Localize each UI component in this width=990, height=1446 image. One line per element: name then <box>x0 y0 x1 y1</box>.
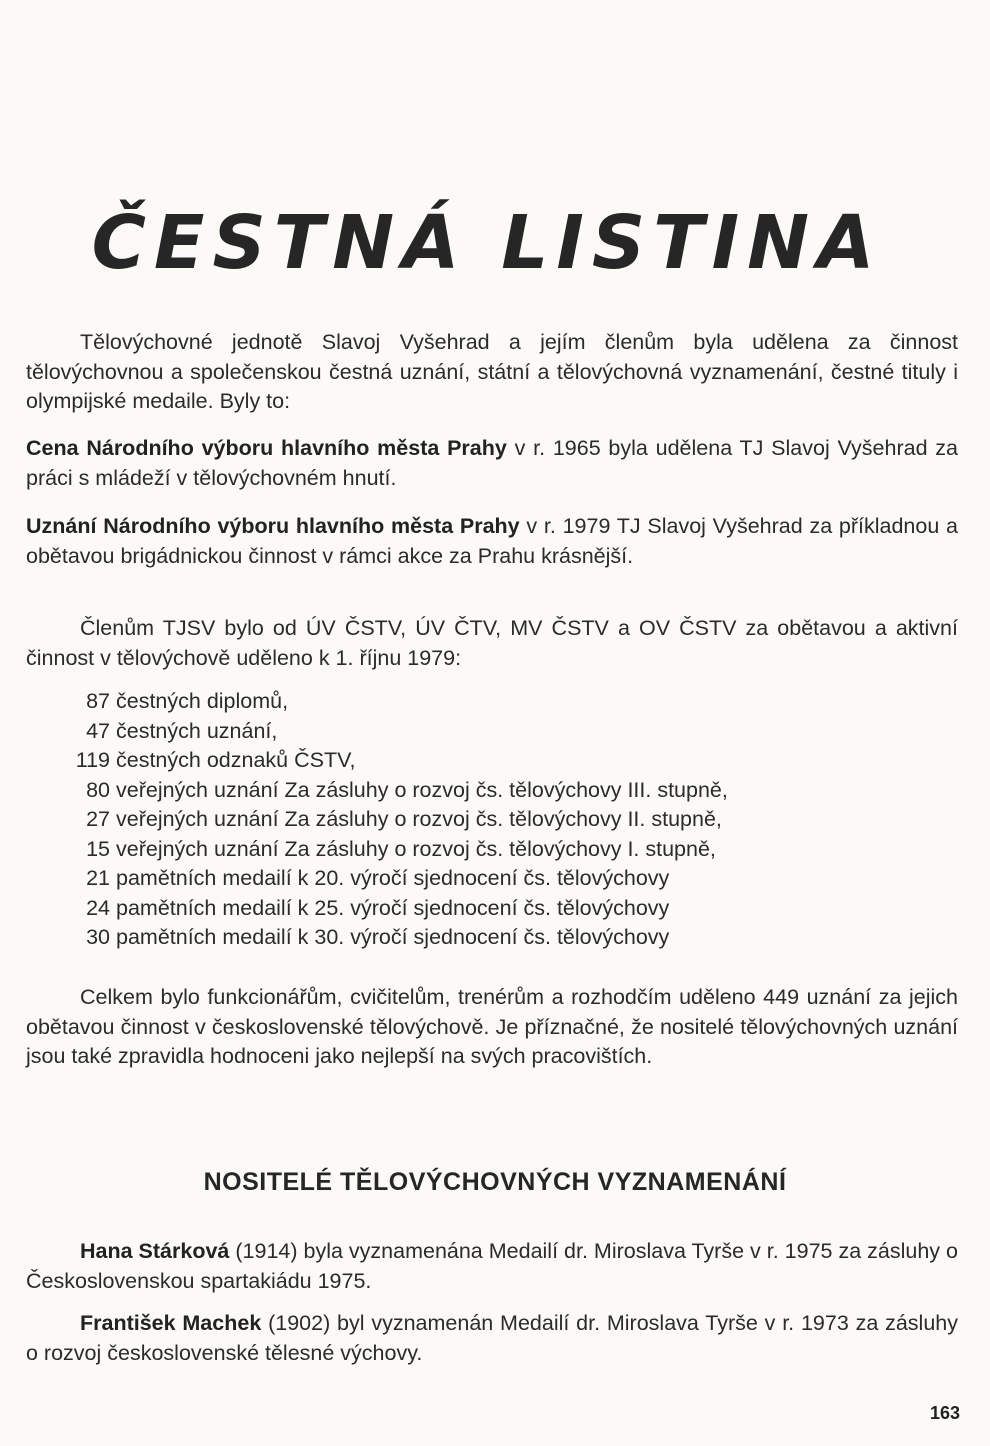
award-name-2: Uznání Národního výboru hlavního města Prahy <box>26 514 520 538</box>
list-item-text: veřejných uznání Za zásluhy o rozvoj čs. tělovýchovy II. stupně, <box>116 807 722 831</box>
members-intro-paragraph: Členům TJSV bylo od ÚV ČSTV, ÚV ČTV, MV ČSTV a OV ČSTV za obětavou a aktivní činnost v tělovýchově uděleno k 1. říjnu 1979: <box>26 616 958 670</box>
list-item-text: pamětních medailí k 25. výročí sjednocení čs. tělovýchovy <box>116 895 670 920</box>
holder-text-1: (1914) byla vyznamenána Medailí dr. Miroslava Tyrše v r. 1975 za zásluhy o Československou spartakiádu 1975. <box>26 1239 958 1293</box>
section-title: NOSITELÉ TĚLOVÝCHOVNÝCH VYZNAMENÁNÍ <box>203 1168 787 1196</box>
list-item <box>62 894 728 924</box>
list-item-text: pamětních medailí k 20. výročí sjednocení čs. tělovýchovy <box>116 866 670 890</box>
list-item-count: 15 <box>86 836 110 861</box>
page-title: ČESTNÁ LISTINA <box>91 200 883 286</box>
list-item-text: čestných odznaků ČSTV, <box>116 748 356 772</box>
award-text-1: v r. 1965 byla udělena TJ Slavoj Vyšehrad za práci s mládeží v tělovýchovném hnutí. <box>26 436 958 490</box>
list-item <box>62 717 728 747</box>
list-item-count: 80 <box>86 777 110 802</box>
list-item-count: 21 <box>86 866 110 890</box>
list-item-text: čestných uznání, <box>116 718 278 743</box>
page-number: 163 <box>929 1403 960 1423</box>
list-item <box>62 687 728 717</box>
holder-text-2: (1902) byl vyznamenán Medailí dr. Miroslava Tyrše v r. 1973 za zásluhy o rozvoj československé tělesné výchovy. <box>26 1311 958 1365</box>
list-item <box>62 746 728 776</box>
list-item-count: 27 <box>86 807 110 831</box>
holder-paragraph-1 <box>26 1237 958 1296</box>
award-paragraph-2 <box>26 512 958 571</box>
list-item-count: 47 <box>86 718 110 743</box>
list-item-count: 119 <box>75 748 110 772</box>
award-text-2: v r. 1979 TJ Slavoj Vyšehrad za příkladnou a obětavou brigádnickou činnost v rámci akce za Prahu krásnější. <box>26 514 958 568</box>
intro-paragraph: Tělovýchovné jednotě Slavoj Vyšehrad a jejím členům byla udělena za činnost tělovýchovnou a společenskou čestná uznání, státní a tělovýchovná vyznamenání, čestné tituly i olympijské medaile. Byly to: <box>26 330 958 413</box>
holder-name-2: František Machek <box>80 1311 262 1335</box>
list-item-text: pamětních medailí k 30. výročí sjednocení čs. tělovýchovy <box>116 925 670 949</box>
list-item-text: veřejných uznání Za zásluhy o rozvoj čs. tělovýchovy I. stupně, <box>116 836 716 861</box>
list-item-text: čestných diplomů, <box>116 689 289 713</box>
list-item <box>62 805 728 835</box>
list-item <box>62 923 728 953</box>
list-item-count: 87 <box>86 689 110 713</box>
list-item-count: 30 <box>86 925 110 949</box>
summary-paragraph: Celkem bylo funkcionářům, cvičitelům, trenérům a rozhodčím uděleno 449 uznání za jejich obětavou činnost v československé tělovýchově. Je příznačné, že nositelé tělovýchovných uznání jsou také zpravidla hodnoceni jako nejlepší na svých pracovištích. <box>26 985 958 1068</box>
awards-list <box>62 687 728 953</box>
list-item-text: veřejných uznání Za zásluhy o rozvoj čs. tělovýchovy III. stupně, <box>116 777 728 802</box>
holder-paragraph-2 <box>26 1309 958 1368</box>
list-item <box>62 835 728 865</box>
holder-name-1: Hana Stárková <box>80 1239 230 1263</box>
award-name-1: Cena Národního výboru hlavního města Prahy <box>26 436 507 460</box>
list-item <box>62 864 728 894</box>
list-item-count: 24 <box>86 895 110 920</box>
award-paragraph-1 <box>26 434 958 493</box>
list-item <box>62 776 728 806</box>
